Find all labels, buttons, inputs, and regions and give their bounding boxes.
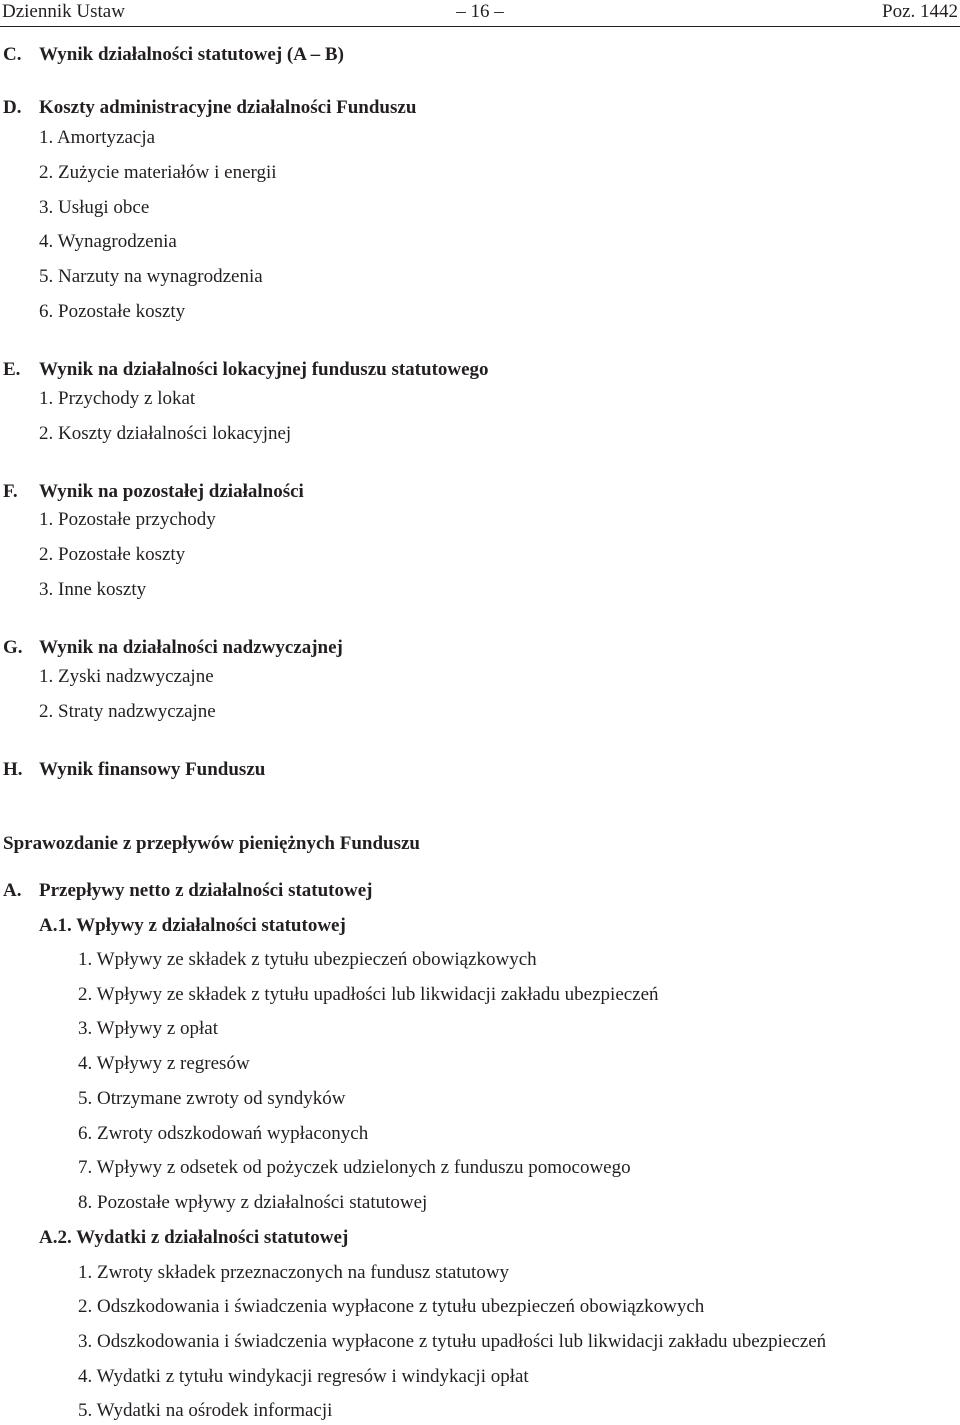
section-f-label: F. [3, 481, 18, 502]
list-item: 2. Odszkodowania i świadczenia wypłacone z tytułu ubezpieczeń obowiązkowych [78, 1296, 705, 1317]
section-d-heading [3, 95, 416, 121]
section-c-title: Wynik działalności statutowej (A – B) [39, 44, 344, 65]
section-c-heading [3, 42, 344, 68]
section-h-label: H. [3, 759, 23, 780]
cashflow-section-a-heading [3, 878, 373, 904]
section-h-heading [3, 757, 265, 783]
section-g-label: G. [3, 637, 23, 658]
list-item: 1. Przychody z lokat [39, 388, 196, 409]
list-item: 2. Straty nadzwyczajne [39, 701, 216, 722]
cashflow-heading: Sprawozdanie z przepływów pieniężnych Funduszu [3, 833, 420, 854]
page-number: – 16 – [456, 1, 504, 22]
section-f-heading [3, 479, 304, 505]
position-number: Poz. 1442 [882, 1, 958, 22]
list-item: 5. Narzuty na wynagrodzenia [39, 266, 263, 287]
list-item: 2. Zużycie materiałów i energii [39, 162, 277, 183]
section-f-title: Wynik na pozostałej działalności [39, 481, 304, 502]
list-item: 2. Koszty działalności lokacyjnej [39, 423, 292, 444]
section-g-title: Wynik na działalności nadzwyczajnej [39, 637, 343, 658]
header-rule [0, 26, 960, 27]
list-item: 1. Pozostałe przychody [39, 509, 216, 530]
journal-name: Dziennik Ustaw [2, 1, 125, 22]
list-item: 1. Amortyzacja [39, 127, 156, 148]
section-d-title: Koszty administracyjne działalności Funduszu [39, 97, 417, 118]
list-item: 1. Zwroty składek przeznaczonych na fundusz statutowy [78, 1262, 510, 1283]
list-item: 3. Usługi obce [39, 197, 150, 218]
section-e-label: E. [3, 359, 21, 380]
list-item: 1. Zyski nadzwyczajne [39, 666, 214, 687]
list-item: 3. Inne koszty [39, 579, 147, 600]
section-g-heading [3, 635, 343, 661]
cashflow-section-a-title: Przepływy netto z działalności statutowej [39, 880, 373, 901]
list-item: 2. Wpływy ze składek z tytułu upadłości lub likwidacji zakładu ubezpieczeń [78, 984, 659, 1005]
list-item: 6. Pozostałe koszty [39, 301, 186, 322]
list-item: 1. Wpływy ze składek z tytułu ubezpieczeń obowiązkowych [78, 949, 537, 970]
list-item: 3. Odszkodowania i świadczenia wypłacone z tytułu upadłości lub likwidacji zakładu ubezpieczeń [78, 1331, 827, 1352]
list-item: 2. Pozostałe koszty [39, 544, 186, 565]
section-e-title: Wynik na działalności lokacyjnej funduszu statutowego [39, 359, 489, 380]
list-item: 4. Wynagrodzenia [39, 231, 177, 252]
subsection-a2-heading: A.2. Wydatki z działalności statutowej [39, 1227, 349, 1248]
list-item: 4. Wpływy z regresów [78, 1053, 250, 1074]
list-item: 8. Pozostałe wpływy z działalności statutowej [78, 1192, 428, 1213]
list-item: 3. Wpływy z opłat [78, 1018, 219, 1039]
subsection-a1-heading: A.1. Wpływy z działalności statutowej [39, 915, 346, 936]
list-item: 5. Wydatki na ośrodek informacji [78, 1400, 333, 1421]
cashflow-section-a-label: A. [3, 880, 22, 901]
section-d-label: D. [3, 97, 22, 118]
section-e-heading [3, 357, 489, 383]
list-item: 7. Wpływy z odsetek od pożyczek udzielonych z funduszu pomocowego [78, 1157, 631, 1178]
list-item: 5. Otrzymane zwroty od syndyków [78, 1088, 346, 1109]
section-c-label: C. [3, 44, 22, 65]
list-item: 6. Zwroty odszkodowań wypłaconych [78, 1123, 369, 1144]
list-item: 4. Wydatki z tytułu windykacji regresów i windykacji opłat [78, 1366, 529, 1387]
section-h-title: Wynik finansowy Funduszu [39, 759, 266, 780]
